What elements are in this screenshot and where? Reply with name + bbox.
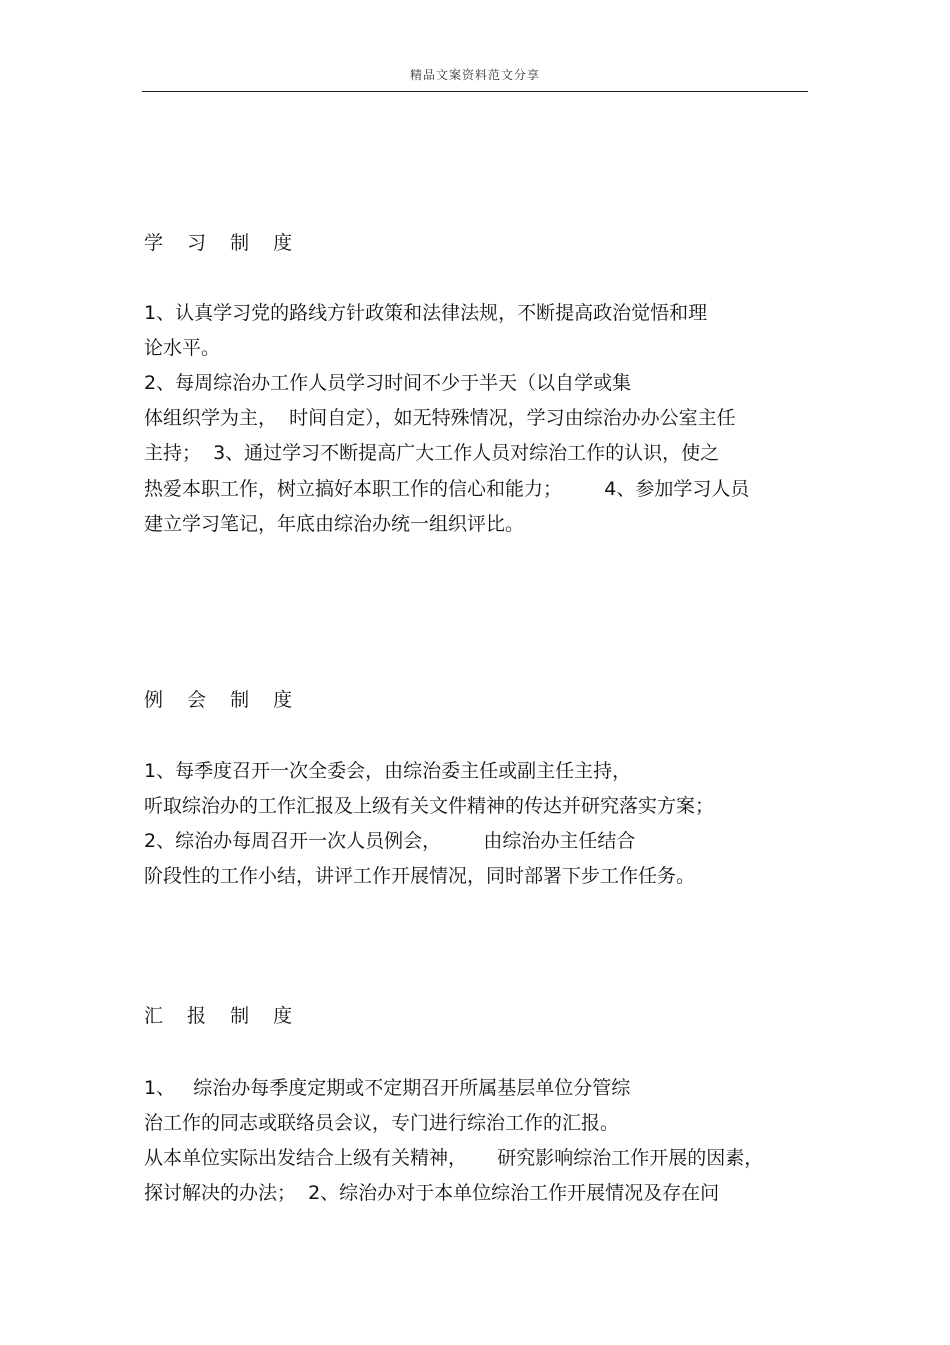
section-title-meeting: 例 会 制 度: [144, 689, 302, 711]
paragraph-line: 治工作的同志或联络员会议，专门进行综治工作的汇报。: [144, 1112, 620, 1134]
paragraph-line: 2、综治办每周召开一次人员例会， 由综治办主任结合: [144, 830, 636, 852]
paragraph-line: 1、 综治办每季度定期或不定期召开所属基层单位分管综: [144, 1077, 631, 1099]
paragraph-line: 论水平。: [144, 337, 221, 359]
paragraph-line: 从本单位实际出发结合上级有关精神， 研究影响综治工作开展的因素，: [144, 1147, 764, 1169]
paragraph-line: 探讨解决的办法； 2、综治办对于本单位综治工作开展情况及存在问: [144, 1182, 720, 1204]
paragraph-line: 建立学习笔记，年底由综治办统一组织评比。: [144, 513, 525, 535]
paragraph-line: 主持； 3、通过学习不断提高广大工作人员对综治工作的认识，使之: [144, 442, 720, 464]
paragraph-line: 1、认真学习党的路线方针政策和法律法规，不断提高政治觉悟和理: [144, 302, 708, 324]
header-divider: [142, 91, 808, 92]
paragraph-line: 体组织学为主， 时间自定），如无特殊情况，学习由综治办办公室主任: [144, 407, 736, 429]
paragraph-line: 1、每季度召开一次全委会，由综治委主任或副主任主持，: [144, 760, 632, 782]
paragraph-line: 2、每周综治办工作人员学习时间不少于半天（以自学或集: [144, 372, 632, 394]
page-header: 精品文案资料范文分享: [409, 68, 540, 82]
paragraph-line: 热爱本职工作，树立搞好本职工作的信心和能力； 4、参加学习人员: [144, 478, 750, 500]
paragraph-line: 听取综治办的工作汇报及上级有关文件精神的传达并研究落实方案；: [144, 795, 715, 817]
paragraph-line: 阶段性的工作小结，讲评工作开展情况，同时部署下步工作任务。: [144, 865, 696, 887]
section-title-report: 汇 报 制 度: [144, 1005, 302, 1027]
section-title-study: 学 习 制 度: [144, 232, 302, 254]
